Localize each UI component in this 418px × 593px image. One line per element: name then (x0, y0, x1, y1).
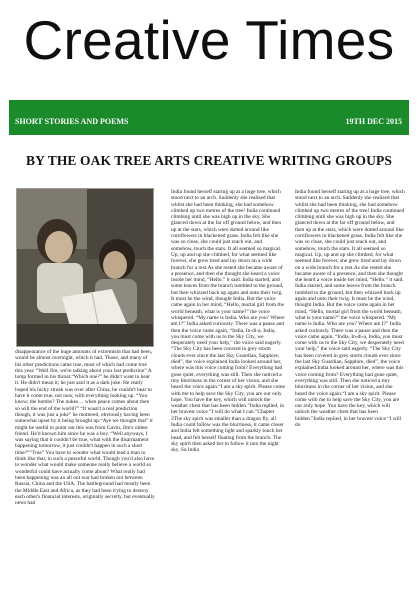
headline: BY THE OAK TREE ARTS CREATIVE WRITING GROUPS (26, 153, 392, 168)
article-column-3 (295, 189, 405, 582)
issue-date: 19TH DEC 2015 (345, 117, 402, 126)
column-text: India found herself staring up at a huge tree, which stood next to an arch. Suddenly she realised that whilst she had been thinking, she had somehow climbed up two metres of the tree! India continued climbing until she was high up in the sky. She glanced down at the far off ground below, and then up at the stars, which were dotted around like cornflowers in blackened grass. India felt like she was so close, she could just reach out, and somehow, touch the stars. It all seemed so magical. Up, up and up she climbed, for what seemed like forever, she grew tired and lay down on a wide branch for a rest.As she rested she became aware of a presence, and then she thought she heard a voice inside her mind, “Hello.” it said. India started, and some leaves from the branch tumbled to the ground, but then whizzed back up again and onto their twig. It must be the wind, thought India. But the voice came again in her mind, “Hello, mortal girl from the world beneath, what is your name?” the voice whispered. “My name is India. Who are you? Where am I?” India asked curiously. There was a pause and then the voice came again, “India, In-di-a, India, you must come with us to the Sky City, we desperately need your help,” the voice said eagerly. “The Sky City has been covered in grey storm clouds ever since the last Sky Guardian, Sapphire, died”, the voice explained.India looked around her, where was this voice coming from? Everything had gone quiet, everything was still. Then she noticed a tiny blurriness in the corner of her vision, and she heard the voice again.“I am a sky spirit. Please come with me to help save the Sky City, you are our only hope. You have the key, which will unlock the weather chest that has been hidden.”India replied, in her bravest voice “I will do (295, 189, 405, 428)
article-column-1 (15, 349, 155, 579)
column-text: disappearance of the huge amounts of extremism that had been, would be almost overnight, which it had. Those, and many of his other predictions came true, most of which had come true this year. “Well Jim, we're talking about your last prediction” A lump formed in his throat.“Which one?” he didn't want to hear it. He didn't mean it; he just said it as a dark joke. He really hoped his lucky streak was over after China, he couldn't bear to have it come true, not now, with everything looking up. “You know; the bombs? The nukes… when peace comes about then so will the end of the world?” “It wasn't a real prediction though, it was just a joke” he muttered, obviously having been somewhat upset by it being brought up.“Aye we thought that” it might be useful to point out this was from Gavin, Jim's oldest friend. He'd known him since he was a boy. “Well anyways, I was saying that it couldn't be true, what with the disarmament happening tomorrow, it just couldn't happen in such a short time?”“True” You have to wonder what would lead a man to think like that, in such a peaceful world. Though you'd also have to wonder what would make someone really believe a world so wonderful could have actually come about? What really had been happening was an all out war had broken out between Russia, China and the USA. The battleground had mostly been the Middle East and Africa, as they had been trying to destroy each other's financial interests, originally secretly, but eventually news had (15, 349, 155, 507)
photo-illustration (17, 189, 153, 346)
masthead-subtitle: SHORT STORIES AND POEMS (15, 117, 129, 126)
column-text: India found herself staring up at a huge tree, which stood next to an arch. Suddenly she realised that whilst she had been thinking, she had somehow climbed up two metres of the tree! India continued climbing until she was high up in the sky. She glanced down at the far off ground below, and then up at the stars, which were dotted around like cornflowers in blackened grass. India felt like she was so close, she could just reach out, and somehow, touch the stars. It all seemed so magical. Up, up and up she climbed, for what seemed like forever, she grew tired and lay down on a wide branch for a rest.As she rested she became aware of a presence, and then she thought she heard a voice inside her mind, “Hello.” it said. India started, and some leaves from the branch tumbled to the ground, but then whizzed back up again and onto their twig. It must be the wind, thought India. But the voice came again in her mind, “Hello, mortal girl from the world beneath, what is your name?” the voice whispered. “My name is India. Who are you? Where am I?” India asked curiously. There was a pause and then the voice came again, “India, In-di-a, India, you must come with us to the Sky City, we desperately need your help,” the voice said eagerly. “The Sky City has been covered in grey storm clouds ever since the last Sky Guardian, Sapphire, died”, the voice explained India looked around her, where was this voice coming from? Everything had gone quiet, everything was still. Then she noticed a tiny blurriness in the corner of her vision, and she heard the voice again.“I am a sky spirit. Please come with me to help save the Sky City, you are our only hope. You have the key, which will unlock the weather chest that has been hidden.”India replied, in her bravest voice “I will do what I can.”Chapter 3The sky spirit was smaller than a dragon fly, all India could follow was the blurriness, it came closer and India felt something light and sparkly touch her head, and felt herself floating from the branch. The sky spirit then asked her to follow it into the night sky. So India (171, 189, 285, 454)
newspaper-title: Creative Times (23, 9, 395, 71)
masthead-divider (9, 100, 409, 109)
article-column-2 (171, 189, 285, 582)
masthead (0, 0, 418, 101)
article-photo (16, 188, 154, 347)
